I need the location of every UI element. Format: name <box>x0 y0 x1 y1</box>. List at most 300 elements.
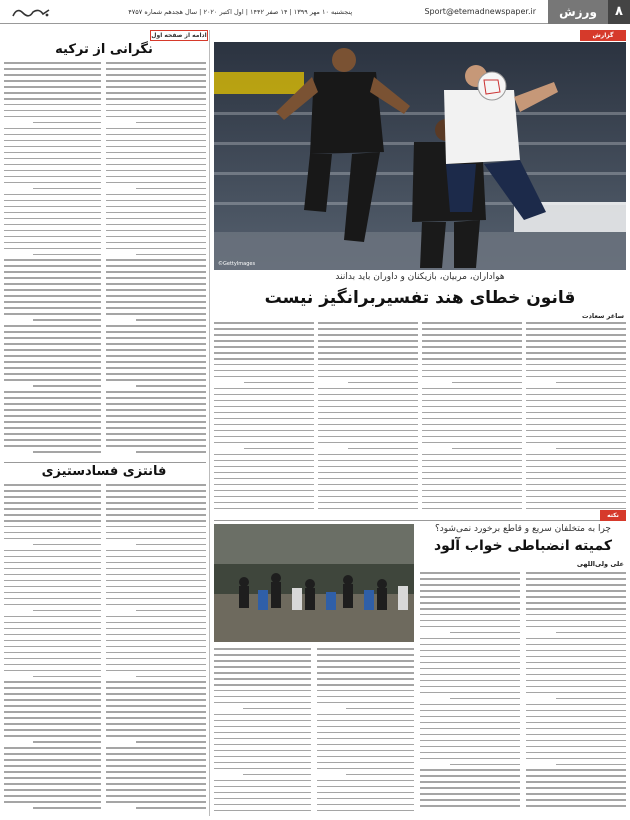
text-line <box>4 550 101 552</box>
text-line <box>422 406 522 408</box>
text-line <box>106 367 206 369</box>
text-line <box>317 792 414 794</box>
text-line <box>106 134 206 136</box>
text-line <box>4 658 101 660</box>
text-line <box>4 711 101 713</box>
text-line <box>106 116 206 118</box>
text-line <box>420 692 520 694</box>
text-line <box>214 672 311 674</box>
text-line <box>214 690 311 692</box>
text-line <box>526 478 626 480</box>
text-line <box>4 502 101 504</box>
text-line <box>106 622 206 624</box>
text-line <box>526 758 626 760</box>
text-line <box>420 656 520 658</box>
text-line <box>420 668 520 670</box>
text-line <box>106 361 206 363</box>
text-line <box>4 277 101 279</box>
text-line <box>526 496 626 498</box>
text-line <box>4 110 101 112</box>
text-line <box>214 442 314 444</box>
text-line <box>317 702 414 704</box>
text-line <box>420 722 520 724</box>
text-line <box>106 337 206 339</box>
text-line <box>4 146 101 148</box>
second-story-kicker: چرا به متخلفان سریع و قاطع برخورد نمی‌شود؟ <box>435 524 611 534</box>
text-line <box>317 798 414 800</box>
text-line <box>136 451 206 453</box>
text-line <box>318 454 418 456</box>
logo-icon <box>9 4 53 20</box>
text-line <box>4 445 101 447</box>
text-line <box>106 271 206 273</box>
text-line <box>526 508 626 510</box>
text-line <box>4 664 101 666</box>
text-line <box>106 242 206 244</box>
text-line <box>33 385 101 387</box>
text-line <box>420 799 520 801</box>
text-line <box>4 592 101 594</box>
text-line <box>318 370 418 372</box>
text-line <box>4 427 101 429</box>
text-line <box>526 460 626 462</box>
text-line <box>526 334 626 336</box>
text-line <box>526 716 626 718</box>
text-line <box>106 391 206 393</box>
text-line <box>420 614 520 616</box>
text-line <box>106 379 206 381</box>
text-line <box>214 460 314 462</box>
text-line <box>214 702 311 704</box>
text-line <box>450 698 520 700</box>
text-line <box>4 242 101 244</box>
text-line <box>106 711 206 713</box>
second-story-body-right <box>420 572 626 816</box>
text-line <box>450 632 520 634</box>
text-line <box>106 313 206 315</box>
text-line <box>420 596 520 598</box>
date-line: پنجشنبه ۱۰ مهر ۱۳۹۹ | ۱۴ صفر ۱۴۴۲ | اول اکتبر ۲۰۲۰ | سال هجدهم شماره ۴۷۵۷ <box>128 7 353 16</box>
text-line <box>4 337 101 339</box>
section-name: ورزش <box>548 0 608 24</box>
text-line <box>106 349 206 351</box>
text-line <box>420 704 520 706</box>
text-line <box>346 774 414 776</box>
text-line <box>4 699 101 701</box>
text-line <box>4 128 101 130</box>
text-line <box>420 578 520 580</box>
text-line <box>4 343 101 345</box>
text-line <box>422 358 522 360</box>
text-line <box>422 364 522 366</box>
text-line <box>106 218 206 220</box>
text-line <box>526 710 626 712</box>
text-line <box>106 717 206 719</box>
text-line <box>420 752 520 754</box>
text-line <box>526 722 626 724</box>
text-line <box>214 666 311 668</box>
text-line <box>317 720 414 722</box>
text-line <box>106 538 206 540</box>
text-line <box>526 614 626 616</box>
text-line <box>244 448 314 450</box>
text-line <box>556 764 626 766</box>
text-line <box>526 376 626 378</box>
text-line <box>214 780 311 782</box>
text-line <box>526 626 626 628</box>
text-line <box>4 604 101 606</box>
text-line <box>214 810 311 812</box>
text-line <box>317 666 414 668</box>
text-line <box>526 668 626 670</box>
text-line <box>4 723 101 725</box>
text-line <box>4 415 101 417</box>
text-line <box>214 738 311 740</box>
continued-tag: ادامه از صفحه اول <box>151 32 207 39</box>
main-story-body <box>214 322 626 518</box>
text-line <box>214 436 314 438</box>
text-line <box>4 574 101 576</box>
text-line <box>4 194 101 196</box>
text-line <box>4 206 101 208</box>
text-line <box>106 68 206 70</box>
text-line <box>106 146 206 148</box>
text-line <box>4 373 101 375</box>
text-line <box>106 586 206 588</box>
text-line <box>4 687 101 689</box>
text-line <box>214 654 311 656</box>
text-line <box>4 224 101 226</box>
text-line <box>556 632 626 634</box>
text-line <box>556 382 626 384</box>
text-line <box>526 400 626 402</box>
report-tag: گزارش <box>580 30 626 41</box>
text-line <box>214 328 314 330</box>
text-line <box>106 526 206 528</box>
text-line <box>4 313 101 315</box>
text-line <box>317 780 414 782</box>
text-line <box>106 248 206 250</box>
text-line <box>4 771 101 773</box>
text-line <box>526 358 626 360</box>
text-line <box>526 692 626 694</box>
text-line <box>422 424 522 426</box>
text-line <box>106 532 206 534</box>
text-line <box>106 92 206 94</box>
text-line <box>4 484 101 486</box>
text-line <box>106 729 206 731</box>
text-line <box>33 122 101 124</box>
text-line <box>318 322 418 324</box>
text-line <box>106 230 206 232</box>
text-line <box>106 646 206 648</box>
text-line <box>526 638 626 640</box>
text-line <box>4 717 101 719</box>
text-line <box>318 358 418 360</box>
text-line <box>526 805 626 807</box>
text-line <box>106 170 206 172</box>
text-line <box>526 650 626 652</box>
main-story-byline: ساغر سعادت <box>582 312 624 320</box>
text-line <box>106 574 206 576</box>
text-line <box>4 349 101 351</box>
text-line <box>420 638 520 640</box>
text-line <box>106 74 206 76</box>
text-line <box>106 652 206 654</box>
text-line <box>214 720 311 722</box>
text-line <box>106 693 206 695</box>
text-line <box>214 496 314 498</box>
text-line <box>106 415 206 417</box>
text-line <box>318 424 418 426</box>
text-line <box>106 307 206 309</box>
divider <box>214 520 626 521</box>
text-line <box>136 807 206 809</box>
text-line <box>136 544 206 546</box>
text-line <box>214 726 311 728</box>
second-story-body-left <box>214 648 414 816</box>
text-line <box>106 550 206 552</box>
text-line <box>106 705 206 707</box>
text-line <box>4 265 101 267</box>
text-line <box>106 421 206 423</box>
text-line <box>243 774 311 776</box>
text-line <box>317 810 414 812</box>
text-line <box>422 322 522 324</box>
text-line <box>106 331 206 333</box>
text-line <box>214 744 311 746</box>
text-line <box>106 86 206 88</box>
text-line <box>317 648 414 650</box>
headline-anticorruption: فانتزی فسادستیزی <box>41 464 167 479</box>
text-line <box>422 334 522 336</box>
text-line <box>33 676 101 678</box>
text-line <box>526 436 626 438</box>
text-line <box>4 92 101 94</box>
text-line <box>214 786 311 788</box>
text-line <box>4 391 101 393</box>
text-line <box>4 747 101 749</box>
text-line <box>317 654 414 656</box>
text-line <box>422 328 522 330</box>
text-line <box>33 807 101 809</box>
text-line <box>526 620 626 622</box>
text-line <box>106 427 206 429</box>
text-line <box>214 508 314 510</box>
text-line <box>422 442 522 444</box>
text-line <box>317 804 414 806</box>
text-line <box>106 164 206 166</box>
text-line <box>526 454 626 456</box>
text-line <box>106 759 206 761</box>
text-line <box>526 799 626 801</box>
text-line <box>422 400 522 402</box>
text-line <box>106 670 206 672</box>
text-line <box>106 182 206 184</box>
text-line <box>422 502 522 504</box>
text-line <box>4 259 101 261</box>
turkey-article-body <box>4 62 206 460</box>
text-line <box>526 602 626 604</box>
text-line <box>526 370 626 372</box>
text-line <box>4 379 101 381</box>
text-line <box>4 622 101 624</box>
text-line <box>526 394 626 396</box>
text-line <box>33 254 101 256</box>
text-line <box>318 460 418 462</box>
text-line <box>4 98 101 100</box>
text-line <box>106 771 206 773</box>
text-line <box>214 430 314 432</box>
text-line <box>214 678 311 680</box>
text-line <box>4 640 101 642</box>
text-line <box>106 664 206 666</box>
text-line <box>422 472 522 474</box>
text-line <box>4 80 101 82</box>
text-line <box>106 628 206 630</box>
text-line <box>4 777 101 779</box>
text-line <box>4 230 101 232</box>
text-line <box>4 403 101 405</box>
text-line <box>214 454 314 456</box>
text-line <box>106 343 206 345</box>
second-story-title: کمیته انضباطی خواب آلود <box>434 538 612 554</box>
text-line <box>4 490 101 492</box>
text-line <box>318 508 418 510</box>
text-line <box>420 710 520 712</box>
text-line <box>4 681 101 683</box>
text-line <box>214 792 311 794</box>
text-line <box>243 708 311 710</box>
text-line <box>4 580 101 582</box>
text-line <box>136 319 206 321</box>
text-line <box>106 616 206 618</box>
section-email[interactable]: Sport@etemadnewspaper.ir <box>424 7 536 16</box>
text-line <box>106 212 206 214</box>
text-line <box>4 74 101 76</box>
column-rule <box>209 30 210 816</box>
text-line <box>136 254 206 256</box>
second-story-byline: علی ولی‌اللهی <box>576 560 624 568</box>
text-line <box>4 568 101 570</box>
text-line <box>106 777 206 779</box>
text-line <box>526 704 626 706</box>
text-line <box>4 652 101 654</box>
text-line <box>420 572 520 574</box>
text-line <box>318 364 418 366</box>
text-line <box>526 775 626 777</box>
text-line <box>214 424 314 426</box>
text-line <box>4 325 101 327</box>
text-line <box>214 762 311 764</box>
text-line <box>422 412 522 414</box>
text-line <box>106 801 206 803</box>
text-line <box>4 439 101 441</box>
text-line <box>452 382 522 384</box>
text-line <box>136 610 206 612</box>
text-line <box>4 134 101 136</box>
text-line <box>317 684 414 686</box>
text-line <box>106 699 206 701</box>
text-line <box>318 328 418 330</box>
text-line <box>422 352 522 354</box>
text-line <box>106 152 206 154</box>
text-line <box>526 412 626 414</box>
text-line <box>214 466 314 468</box>
text-line <box>106 484 206 486</box>
text-line <box>4 783 101 785</box>
text-line <box>214 322 314 324</box>
text-line <box>422 490 522 492</box>
text-line <box>106 562 206 564</box>
text-line <box>106 355 206 357</box>
text-line <box>526 352 626 354</box>
text-line <box>420 626 520 628</box>
text-line <box>4 301 101 303</box>
text-line <box>4 116 101 118</box>
text-line <box>318 334 418 336</box>
text-line <box>526 584 626 586</box>
text-line <box>422 340 522 342</box>
text-line <box>214 804 311 806</box>
headline-turkey: نگرانی از ترکیه <box>55 42 153 57</box>
text-line <box>317 786 414 788</box>
text-line <box>4 170 101 172</box>
text-line <box>422 478 522 480</box>
text-line <box>106 176 206 178</box>
text-line <box>422 370 522 372</box>
text-line <box>106 789 206 791</box>
text-line <box>317 678 414 680</box>
text-line <box>422 484 522 486</box>
text-line <box>4 176 101 178</box>
text-line <box>214 484 314 486</box>
text-line <box>4 765 101 767</box>
text-line <box>214 714 311 716</box>
text-line <box>4 646 101 648</box>
text-line <box>420 746 520 748</box>
text-line <box>4 562 101 564</box>
text-line <box>420 584 520 586</box>
text-line <box>526 752 626 754</box>
text-line <box>4 693 101 695</box>
text-line <box>106 604 206 606</box>
text-line <box>526 740 626 742</box>
text-line <box>420 590 520 592</box>
text-line <box>4 520 101 522</box>
text-line <box>526 346 626 348</box>
text-line <box>4 759 101 761</box>
text-line <box>4 236 101 238</box>
text-line <box>318 478 418 480</box>
text-line <box>420 728 520 730</box>
text-line <box>33 451 101 453</box>
text-line <box>422 388 522 390</box>
text-line <box>214 750 311 752</box>
text-line <box>136 741 206 743</box>
text-line <box>4 586 101 588</box>
text-line <box>4 152 101 154</box>
text-line <box>318 340 418 342</box>
text-line <box>526 728 626 730</box>
text-line <box>106 325 206 327</box>
text-line <box>214 684 311 686</box>
text-line <box>4 634 101 636</box>
text-line <box>317 750 414 752</box>
text-line <box>106 373 206 375</box>
text-line <box>318 376 418 378</box>
text-line <box>106 735 206 737</box>
